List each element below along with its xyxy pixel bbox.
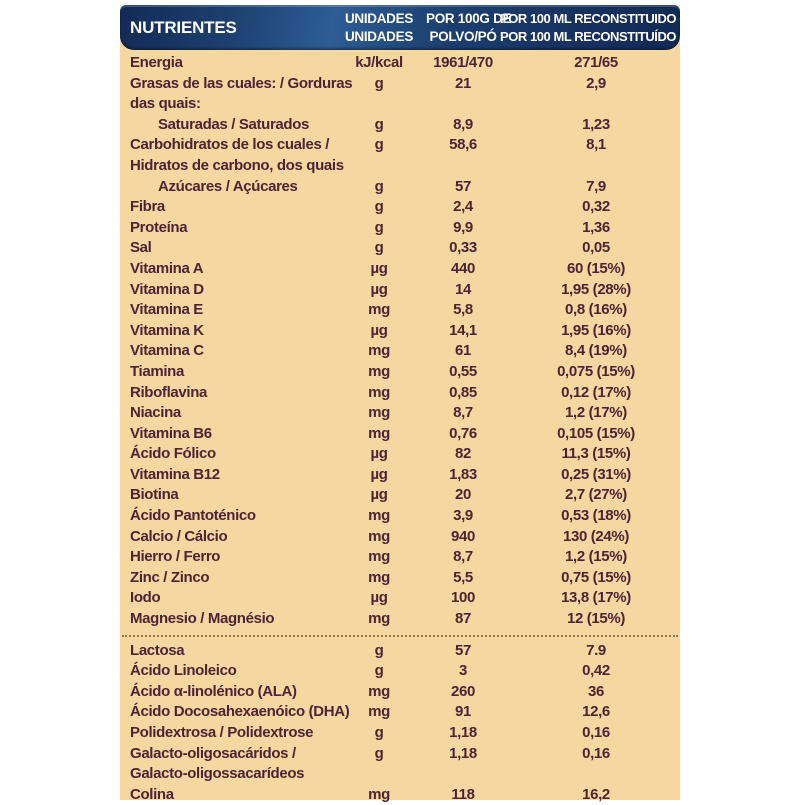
nutrient-name-line: Ácido Fólico (130, 445, 216, 463)
value-per-100g: 440 (451, 259, 475, 277)
value-per-100g: 3,9 (453, 507, 473, 525)
nutrient-unit: mg (368, 383, 390, 401)
nutrient-name-line: Colina (130, 785, 174, 803)
value-per-100g: 3 (459, 662, 467, 680)
nutrient-name (120, 280, 332, 301)
nutrient-name-line: Biotina (130, 486, 179, 504)
nutrient-unit: µg (370, 445, 388, 463)
table-row (120, 403, 680, 424)
nutrient-unit: mg (368, 568, 390, 586)
table-row (120, 115, 680, 136)
value-per-100ml: 0,12 (17%) (561, 383, 631, 401)
nutrient-unit: g (374, 115, 384, 133)
value-per-100ml: 36 (588, 682, 604, 700)
table-row (120, 661, 680, 682)
nutrient-name (120, 609, 332, 630)
nutrient-unit: g (374, 198, 384, 216)
nutrient-unit: mg (368, 342, 390, 360)
table-row (120, 506, 680, 527)
header-col-per100g (426, 10, 512, 46)
value-per-100ml: 60 (15%) (566, 259, 626, 277)
nutrient-unit: g (374, 641, 384, 659)
nutrient-name-line: Proteína (130, 218, 188, 236)
value-per-100ml: 8,4 (19%) (565, 342, 627, 360)
value-per-100ml: 16,2 (582, 785, 610, 803)
value-per-100ml: 0,75 (15%) (561, 568, 631, 586)
value-per-100ml: 1,36 (582, 218, 610, 236)
nutrient-name (120, 300, 332, 321)
table-row (120, 53, 680, 74)
value-per-100ml: 0,53 (18%) (561, 507, 631, 525)
value-per-100g: 1,18 (449, 724, 477, 741)
nutrient-name (120, 744, 332, 785)
nutrient-unit: kJ/kcal (355, 54, 403, 71)
nutrient-unit: mg (368, 424, 390, 442)
nutrient-name-line: Azúcares / Açúcares (158, 177, 298, 195)
nutrient-name-line: Vitamina D (130, 280, 204, 298)
nutrient-name (120, 444, 332, 465)
nutrition-table-panel (120, 28, 716, 803)
nutrient-unit: mg (368, 527, 390, 545)
nutrient-name-line: Sal (130, 239, 152, 257)
nutrient-name-line: Vitamina B6 (130, 424, 212, 442)
table-row (120, 238, 680, 259)
value-per-100ml: 0,25 (31%) (561, 465, 631, 483)
table-row (120, 465, 680, 486)
nutrient-name-line: Vitamina E (130, 301, 203, 319)
value-per-100ml: 0,16 (582, 744, 610, 762)
table-row (120, 362, 680, 383)
table-row (120, 424, 680, 445)
nutrient-unit: mg (368, 785, 390, 803)
table-row (120, 588, 680, 609)
nutrient-name-line: Hierro / Ferro (130, 548, 221, 566)
nutrient-name-line: Ácido α-linolénico (ALA) (130, 682, 297, 700)
value-per-100ml: 2,9 (586, 74, 606, 92)
nutrient-unit: mg (368, 610, 390, 628)
nutrient-name-line: Vitamina K (130, 321, 204, 339)
nutrient-name-line: Ácido Docosahexaenóico (DHA) (130, 703, 350, 721)
nutrient-name (120, 341, 332, 362)
header-per100g-line1: POR 100G DE (426, 10, 512, 26)
value-per-100ml: 8,1 (586, 136, 606, 154)
value-per-100ml: 271/65 (574, 54, 618, 71)
header-col-per100ml (500, 10, 716, 46)
nutrient-unit: µg (370, 321, 388, 339)
value-per-100ml: 0,075 (15%) (557, 362, 635, 380)
table-row (120, 218, 680, 239)
table-row (120, 702, 680, 723)
value-per-100g: 8,7 (453, 548, 473, 566)
table-row (120, 74, 680, 115)
value-per-100g: 260 (451, 682, 475, 700)
nutrient-unit: µg (370, 465, 388, 483)
nutrient-unit: g (374, 662, 384, 680)
nutrient-name (120, 588, 332, 609)
nutrient-name-line: Calcio / Cálcio (130, 527, 228, 545)
value-per-100ml: 130 (24%) (562, 527, 630, 545)
nutrient-name-line: Vitamina C (130, 342, 204, 360)
nutrient-unit: mg (368, 362, 390, 380)
value-per-100ml: 0,16 (582, 724, 610, 741)
header-col-nutrients (120, 19, 332, 37)
value-per-100g: 1,18 (449, 744, 477, 762)
nutrient-name (120, 403, 332, 424)
nutrient-name-line: Ácido Pantoténico (130, 507, 256, 525)
nutrient-name (120, 527, 332, 548)
nutrient-name-line: Carbohidratos de los cuales / (130, 136, 330, 154)
table-row (120, 547, 680, 568)
table-row (120, 723, 680, 744)
nutrient-name-line: Ácido Linoleico (130, 662, 237, 680)
value-per-100g: 1961/470 (433, 54, 493, 71)
header-per100ml-line2: POR 100 ML RECONSTITUÍDO (%IR⁶) (500, 28, 716, 44)
table-row (120, 197, 680, 218)
value-per-100g: 61 (455, 342, 471, 360)
nutrient-name (120, 238, 332, 259)
nutrient-name-line: Vitamina B12 (130, 465, 220, 483)
nutrient-unit: g (374, 239, 384, 257)
value-per-100ml: 0,05 (582, 239, 610, 257)
value-per-100g: 57 (455, 177, 471, 195)
value-per-100g: 940 (451, 527, 475, 545)
value-per-100ml: 1,2 (15%) (565, 548, 627, 566)
table-row (120, 682, 680, 703)
nutrient-name (120, 506, 332, 527)
nutrient-unit: µg (370, 280, 388, 298)
nutrient-unit: µg (370, 589, 388, 607)
value-per-100g: 1,83 (449, 465, 477, 483)
nutrient-name-line: das quais: (130, 95, 201, 113)
value-per-100ml: 0,32 (582, 198, 610, 216)
value-per-100g: 87 (455, 610, 471, 628)
nutrient-name (120, 702, 350, 723)
value-per-100g: 0,55 (449, 362, 477, 380)
nutrient-name-line: Galacto-oligosacáridos / (130, 744, 296, 762)
header-units-line2: UNIDADES (344, 28, 414, 44)
nutrient-name (120, 259, 332, 280)
value-per-100g: 2,4 (453, 198, 473, 216)
value-per-100g: 0,33 (449, 239, 477, 257)
value-per-100ml: 1,23 (582, 115, 610, 133)
value-per-100g: 5,8 (453, 301, 473, 319)
value-per-100ml: 11,3 (15%) (561, 445, 631, 463)
nutrient-name (120, 641, 332, 662)
nutrient-name (120, 115, 332, 136)
nutrient-name (120, 723, 332, 744)
nutrient-name (120, 177, 332, 198)
value-per-100ml: 2,7 (27%) (565, 486, 627, 504)
nutrient-name-line: Grasas de las cuales: / Gorduras (130, 74, 353, 92)
value-per-100g: 118 (451, 785, 475, 803)
header-per100g-line2: POLVO/PÓ (429, 28, 497, 44)
nutrient-name (120, 568, 332, 589)
nutrient-name-line: Fibra (130, 198, 165, 216)
value-per-100g: 5,5 (453, 568, 473, 586)
nutrient-name-line: Magnesio / Magnésio (130, 610, 275, 628)
nutrient-name-line: Vitamina A (130, 259, 204, 277)
value-per-100ml: 0,8 (16%) (565, 301, 627, 319)
nutrient-unit: g (374, 218, 384, 236)
value-per-100ml: 1,95 (28%) (561, 280, 631, 298)
table-row (120, 527, 680, 548)
nutrient-name-line: Zinc / Zinco (130, 568, 210, 586)
value-per-100g: 8,7 (453, 404, 473, 422)
value-per-100g: 82 (455, 445, 471, 463)
nutrient-name (120, 485, 332, 506)
nutrient-name (120, 321, 332, 342)
table-row (120, 568, 680, 589)
value-per-100g: 0,76 (449, 424, 477, 442)
value-per-100g: 91 (455, 703, 471, 721)
table-row (120, 300, 680, 321)
nutrient-name-line: Tiamina (130, 362, 184, 380)
value-per-100g: 58,6 (449, 136, 477, 154)
nutrient-unit: g (374, 177, 384, 195)
nutrient-name (120, 362, 332, 383)
header-per100ml-line1: POR 100 ML RECONSTITUIDO (%IR⁶) (500, 10, 716, 26)
nutrient-unit: mg (368, 301, 390, 319)
value-per-100ml: 12,6 (582, 703, 610, 721)
nutrient-unit: g (374, 744, 384, 762)
table-row (120, 341, 680, 362)
nutrient-name (120, 661, 332, 682)
value-per-100ml: 0,42 (582, 662, 610, 680)
table-row (120, 383, 680, 404)
header-units-line1: UNIDADES (344, 10, 414, 26)
value-per-100ml: 7.9 (586, 641, 606, 659)
nutrient-name (120, 218, 332, 239)
value-per-100g: 100 (451, 589, 475, 607)
nutrient-name (120, 424, 332, 445)
value-per-100ml: 7,9 (586, 177, 606, 195)
nutrient-name (120, 383, 332, 404)
nutrient-unit: g (374, 74, 384, 92)
value-per-100ml: 1,95 (16%) (561, 321, 631, 339)
table-row (120, 785, 680, 805)
nutrient-name-line: Polidextrosa / Polidextrose (130, 724, 314, 741)
table-row (120, 485, 680, 506)
value-per-100ml: 1,2 (17%) (565, 404, 627, 422)
table-row (120, 135, 680, 176)
value-per-100g: 20 (455, 486, 471, 504)
nutrient-unit: g (374, 724, 384, 741)
table-body (120, 28, 716, 805)
nutrient-unit: µg (370, 486, 388, 504)
nutrient-name-line: Hidratos de carbono, dos quais (130, 156, 344, 174)
table-row (120, 744, 680, 785)
nutrient-name (120, 53, 332, 74)
value-per-100ml: 0,105 (15%) (557, 424, 635, 442)
header-col-units (332, 10, 426, 46)
value-per-100g: 0,85 (449, 383, 477, 401)
value-per-100g: 9,9 (453, 218, 473, 236)
nutrient-name-line: Saturadas / Saturados (158, 115, 310, 133)
nutrient-unit: mg (368, 682, 390, 700)
section-divider (122, 635, 678, 637)
table-row (120, 259, 680, 280)
nutrient-name (120, 547, 332, 568)
header-nutrients-label: NUTRIENTES (130, 17, 237, 37)
nutrient-name (120, 74, 353, 115)
value-per-100g: 8,9 (453, 115, 473, 133)
value-per-100g: 14 (455, 280, 471, 298)
nutrient-name (120, 465, 332, 486)
table-header-bar (120, 5, 716, 50)
nutrient-unit: µg (370, 259, 388, 277)
table-row (120, 280, 680, 301)
nutrient-name (120, 785, 332, 805)
table-row (120, 444, 680, 465)
table-row (120, 641, 680, 662)
nutrient-name (120, 135, 344, 176)
nutrient-name-line: Niacina (130, 404, 181, 422)
value-per-100g: 57 (455, 641, 471, 659)
nutrient-unit: g (374, 136, 384, 154)
table-row (120, 321, 680, 342)
nutrient-unit: mg (368, 703, 390, 721)
nutrient-name-line: Galacto-oligossacarídeos (130, 765, 305, 783)
nutrient-name-line: Iodo (130, 589, 161, 607)
nutrient-unit: mg (368, 404, 390, 422)
value-per-100g: 21 (455, 74, 471, 92)
nutrient-name-line: Riboflavina (130, 383, 207, 401)
nutrient-name-line: Lactosa (130, 641, 185, 659)
table-row (120, 609, 680, 630)
nutrient-name (120, 197, 332, 218)
nutrient-unit: mg (368, 548, 390, 566)
nutrient-name-line: Energia (130, 54, 183, 71)
table-row (120, 177, 680, 198)
value-per-100ml: 12 (15%) (566, 610, 626, 628)
nutrient-unit: mg (368, 507, 390, 525)
value-per-100g: 14,1 (449, 321, 477, 339)
nutrient-name (120, 682, 332, 703)
value-per-100ml: 13,8 (17%) (561, 589, 631, 607)
